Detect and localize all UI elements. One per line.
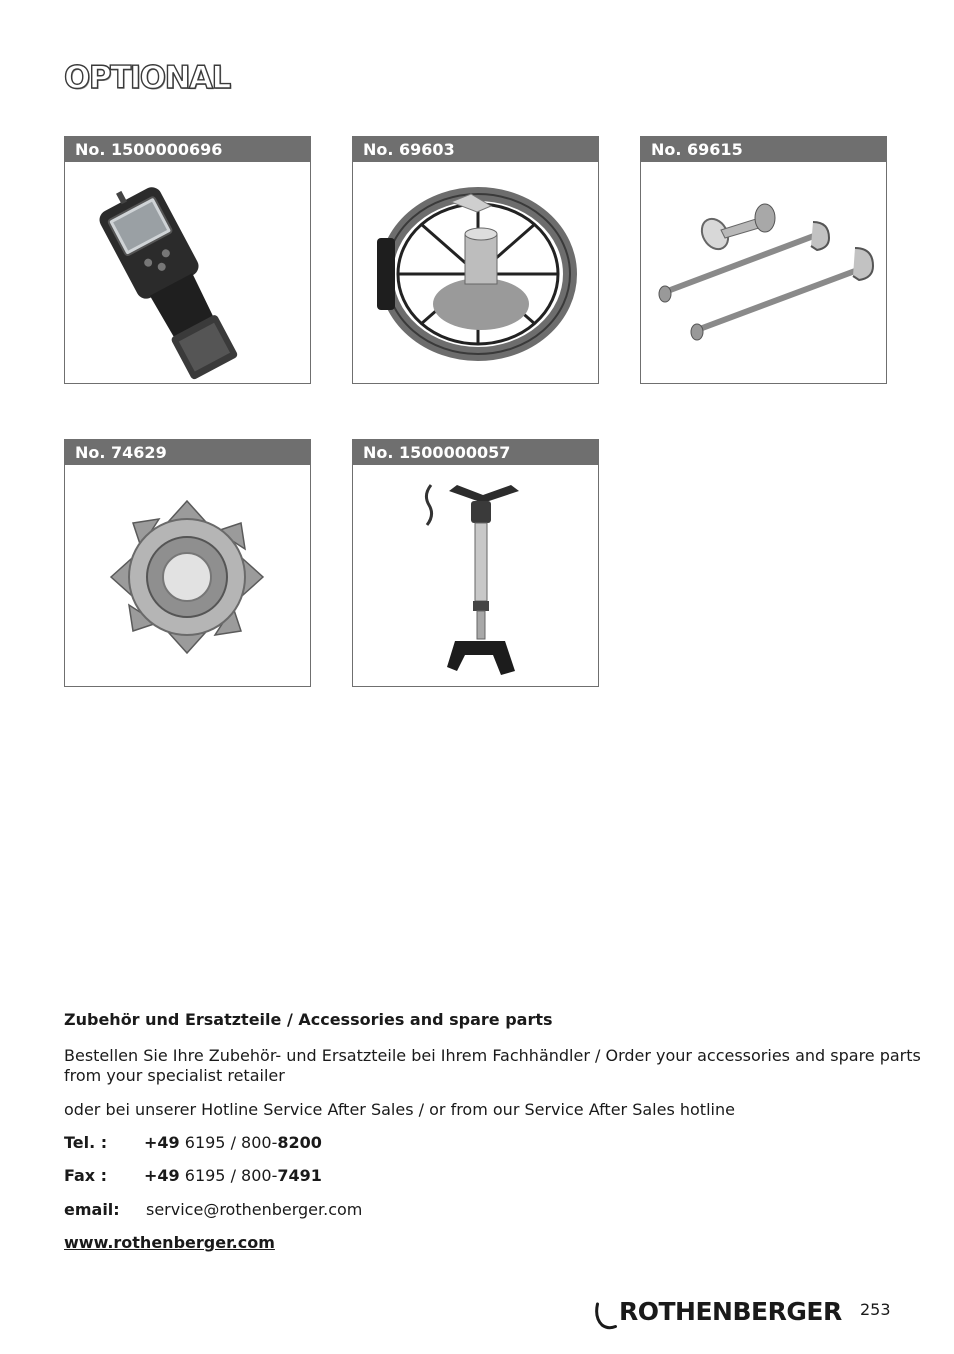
tools-image [641,162,886,383]
product-number: No. 1500000696 [65,137,310,162]
product-card-tools [640,136,887,384]
order-text-line2: from your specialist retailer [64,1066,285,1085]
page-title: OPTIONAL [64,60,230,96]
product-number: No. 1500000057 [353,440,598,465]
order-text-line1: Bestellen Sie Ihre Zubehör- und Ersatzteile bei Ihrem Fachhändler / Order your accessories and spare parts [64,1046,921,1065]
centering-wheel-image [65,465,310,686]
fax-middle: 6195 / 800- [179,1166,278,1185]
product-card-push-rod [352,439,599,687]
section-heading: Zubehör und Ersatzteile / Accessories and spare parts [64,1010,553,1029]
product-card-camera [64,136,311,384]
page-number: 253 [860,1300,891,1319]
product-card-cable-reel [352,136,599,384]
product-number: No. 69603 [353,137,598,162]
tel-extension: 8200 [277,1133,322,1152]
cable-reel-image [353,162,598,383]
tel-prefix: +49 [144,1133,180,1152]
email-row [64,1200,362,1219]
product-number: No. 69615 [641,137,886,162]
email-link[interactable]: service@rothenberger.com [146,1200,363,1219]
product-card-wheel [64,439,311,687]
tel-middle: 6195 / 800- [179,1133,278,1152]
brand-logo-text: ROTHENBERGER [619,1297,842,1326]
tel-label: Tel. : [64,1133,108,1152]
website-row [64,1233,275,1252]
email-label: email: [64,1200,120,1219]
fax-row [64,1166,322,1185]
fax-prefix: +49 [144,1166,180,1185]
hotline-text: oder bei unserer Hotline Service After Sales / or from our Service After Sales hotline [64,1100,735,1119]
website-link[interactable]: www.rothenberger.com [64,1233,275,1252]
product-number: No. 74629 [65,440,310,465]
push-rod-image [353,465,598,686]
fax-extension: 7491 [277,1166,322,1185]
tel-row [64,1133,322,1152]
fax-label: Fax : [64,1166,108,1185]
camera-handset-image [65,162,310,383]
